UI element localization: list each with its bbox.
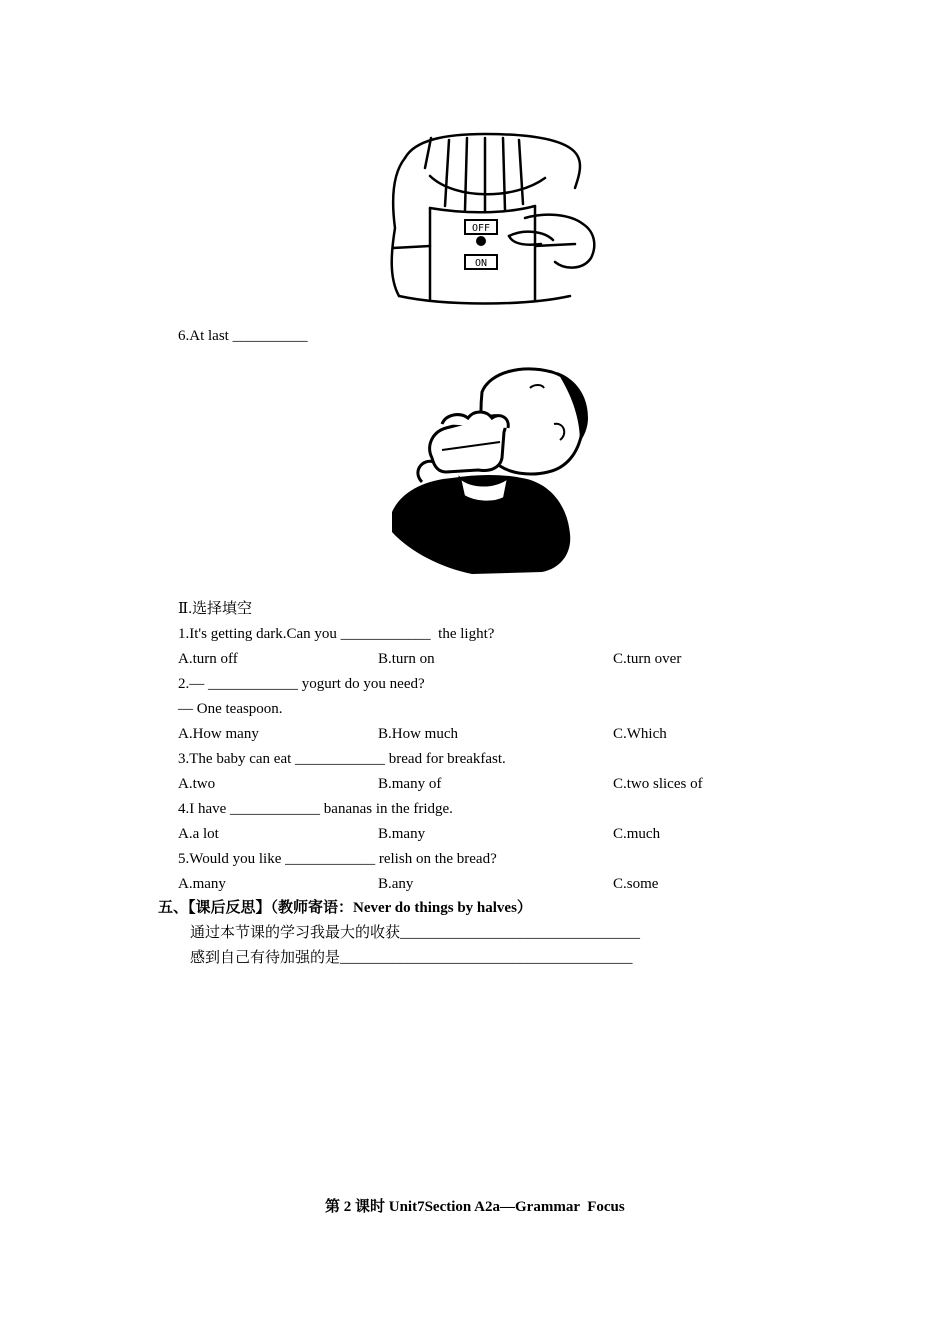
question-2-option-b: B.How much (378, 726, 458, 742)
switch-on-label: ON (474, 258, 488, 269)
blender-switch-illustration (385, 128, 605, 308)
reflection-heading: 五、【课后反思】（教师寄语：Never do things by halves） (158, 900, 532, 916)
question-5-option-c: C.some (613, 876, 659, 892)
question-4-option-a: A.a lot (178, 826, 219, 842)
reflection-improve-line: 感到自己有待加强的是_______________________________________ (190, 950, 633, 966)
question-1-option-a: A.turn off (178, 651, 238, 667)
question-3-option-a: A.two (178, 776, 216, 792)
next-lesson-title: 第 2 课时 Unit7Section A2a—Grammar Focus (325, 1199, 625, 1215)
question-4-option-c: C.much (613, 826, 661, 842)
question-5-option-a: A.many (178, 876, 226, 892)
question-4-stem: 4.I have ____________ bananas in the fridge. (178, 801, 453, 817)
question-3-option-b: B.many of (378, 776, 442, 792)
question-6-line: 6.At last __________ (178, 328, 308, 344)
question-3-stem: 3.The baby can eat ____________ bread for breakfast. (178, 751, 506, 767)
question-1-option-c: C.turn over (613, 651, 682, 667)
section-2-heading: Ⅱ.选择填空 (178, 601, 252, 617)
question-2-option-a: A.How many (178, 726, 259, 742)
question-5-option-b: B.any (378, 876, 414, 892)
question-2-option-c: C.Which (613, 726, 667, 742)
man-drinking-illustration (382, 362, 592, 577)
question-5-stem: 5.Would you like ____________ relish on the bread? (178, 851, 497, 867)
question-2-stem: 2.— ____________ yogurt do you need? (178, 676, 425, 692)
question-3-option-c: C.two slices of (613, 776, 703, 792)
question-2-stem-reply: — One teaspoon. (178, 701, 283, 717)
reflection-gain-line: 通过本节课的学习我最大的收获________________________________ (190, 925, 641, 941)
question-4-option-b: B.many (378, 826, 426, 842)
switch-off-label: OFF (471, 223, 491, 234)
question-1-stem: 1.It's getting dark.Can you ____________ the light? (178, 626, 495, 642)
question-1-option-b: B.turn on (378, 651, 435, 667)
